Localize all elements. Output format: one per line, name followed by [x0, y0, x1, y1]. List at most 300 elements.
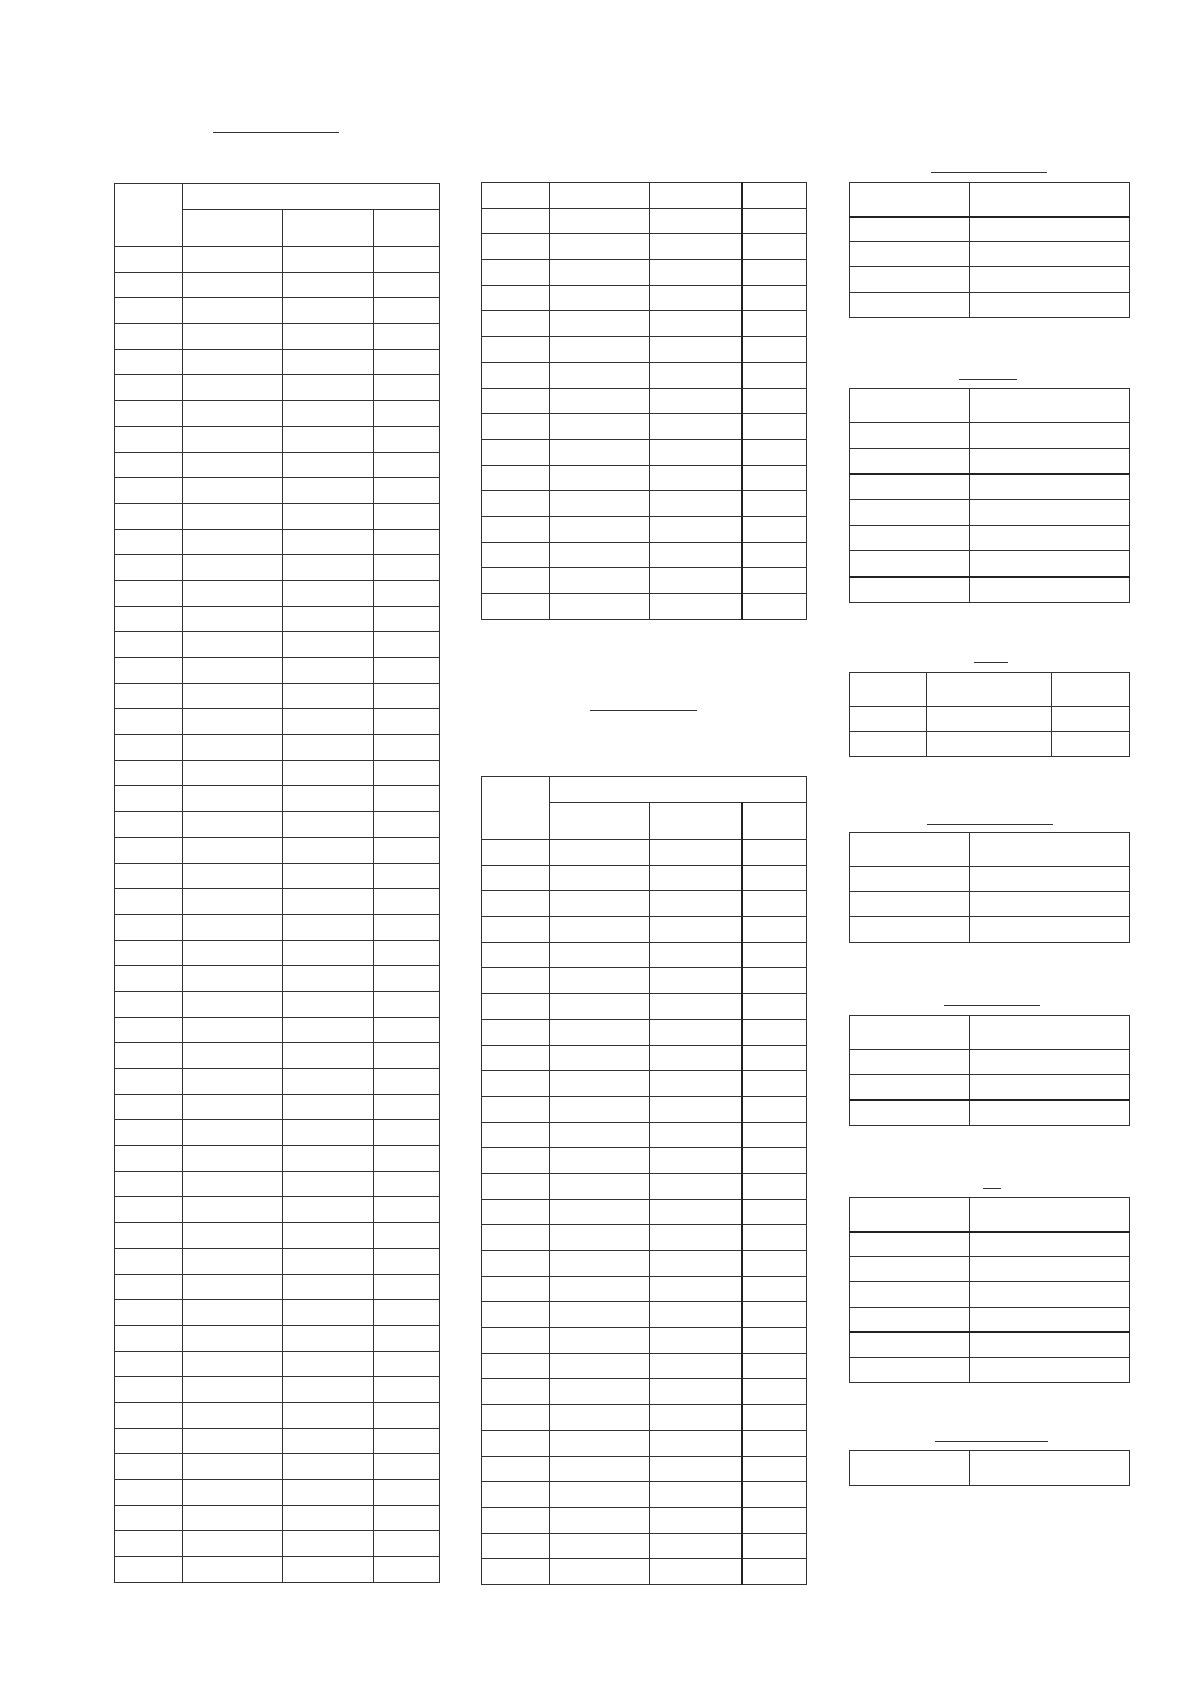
- table-cell: [650, 594, 742, 620]
- table-row: [482, 1148, 807, 1174]
- table-row: [115, 1377, 440, 1403]
- table-cell: [183, 940, 283, 966]
- table-cell: [283, 1428, 374, 1454]
- table-cell: [115, 1428, 183, 1454]
- table-cell: [374, 1146, 440, 1172]
- table-cell: [742, 208, 807, 234]
- table-cell: [374, 247, 440, 273]
- table-row: [482, 1122, 807, 1148]
- table-cell: [550, 1353, 650, 1379]
- table-row: [115, 503, 440, 529]
- table-row: [850, 1232, 1130, 1257]
- table-cell: [283, 1069, 374, 1095]
- table-cell: [115, 760, 183, 786]
- table-cell: [183, 1043, 283, 1069]
- table-row: [482, 1353, 807, 1379]
- table-cell: [374, 580, 440, 606]
- table-row: [482, 865, 807, 891]
- table-cell: [742, 337, 807, 363]
- table-row: [482, 1302, 807, 1328]
- table-cell: [650, 1148, 742, 1174]
- table-cell: [183, 298, 283, 324]
- table-row: [850, 673, 1130, 707]
- table-cell: [742, 568, 807, 594]
- table-cell: [550, 465, 650, 491]
- table-cell: [183, 889, 283, 915]
- table-cell: [183, 837, 283, 863]
- table-cell: [550, 285, 650, 311]
- table-cell: [374, 1428, 440, 1454]
- table-cell: [183, 349, 283, 375]
- table-cell: [850, 1257, 970, 1282]
- table-cell: [183, 914, 283, 940]
- table-cell: [742, 465, 807, 491]
- table-row: [115, 1171, 440, 1197]
- table-cell: [970, 1332, 1130, 1357]
- table-cell: [115, 735, 183, 761]
- table-row: [482, 1482, 807, 1508]
- table-row: [482, 1276, 807, 1302]
- table-cell: [482, 311, 550, 337]
- table-cell: [742, 183, 807, 209]
- table-row: [850, 867, 1130, 892]
- table-row: [482, 439, 807, 465]
- table-cell: [650, 1173, 742, 1199]
- table-cell: [283, 1120, 374, 1146]
- table-row: [482, 917, 807, 943]
- table-cell: [650, 337, 742, 363]
- table-cell: [482, 208, 550, 234]
- table-row: [115, 632, 440, 658]
- table-cell: [183, 735, 283, 761]
- table-cell: [374, 760, 440, 786]
- table-cell: [742, 260, 807, 286]
- table-row: [850, 474, 1130, 500]
- table-cell: [374, 529, 440, 555]
- table-cell: [850, 707, 927, 732]
- table-row: [482, 1071, 807, 1097]
- table-row: [115, 1480, 440, 1506]
- table-cell: [742, 1405, 807, 1431]
- table-row: [482, 516, 807, 542]
- table-cell: [970, 892, 1130, 917]
- table-cell: [550, 1173, 650, 1199]
- table-cell: [283, 966, 374, 992]
- table-cell: [115, 1069, 183, 1095]
- table-cell: [374, 991, 440, 1017]
- table-cell: [742, 362, 807, 388]
- table-cell: [850, 525, 970, 551]
- table-cell: [283, 1146, 374, 1172]
- table-cell: [183, 1428, 283, 1454]
- table-cell: [283, 1094, 374, 1120]
- table-cell: [742, 1328, 807, 1354]
- table-cell: [374, 863, 440, 889]
- table-cell: [550, 568, 650, 594]
- table-cell: [742, 917, 807, 943]
- table-cell: [115, 529, 183, 555]
- table-cell: [374, 1120, 440, 1146]
- table-cell: [183, 1377, 283, 1403]
- table-cell: [183, 555, 283, 581]
- table-cell: [115, 863, 183, 889]
- table-cell: [374, 812, 440, 838]
- table-cell: [374, 683, 440, 709]
- table-cell: [374, 555, 440, 581]
- table-row: [850, 1198, 1130, 1232]
- middle-top-table-body: [482, 183, 807, 620]
- table-cell: [742, 1302, 807, 1328]
- table-cell: [650, 1251, 742, 1277]
- table-cell: [550, 234, 650, 260]
- table-cell: [183, 991, 283, 1017]
- table-cell: [374, 914, 440, 940]
- table-row: [482, 1379, 807, 1405]
- table-row: [115, 837, 440, 863]
- table-cell: [283, 1351, 374, 1377]
- table-row: [115, 1557, 440, 1583]
- table-row: [482, 1456, 807, 1482]
- table-cell: [650, 1276, 742, 1302]
- table-cell: [183, 1017, 283, 1043]
- table-cell: [115, 401, 183, 427]
- table-cell: [970, 917, 1130, 942]
- table-cell: [742, 388, 807, 414]
- table-cell: [970, 525, 1130, 551]
- table-cell: [183, 709, 283, 735]
- table-cell: [650, 1559, 742, 1585]
- table-row: [115, 914, 440, 940]
- table-cell: [374, 324, 440, 350]
- table-cell: [550, 311, 650, 337]
- table-row: [850, 448, 1130, 474]
- table-row: [115, 863, 440, 889]
- table-cell: [650, 1122, 742, 1148]
- table-cell: [374, 478, 440, 504]
- table-cell: [742, 1379, 807, 1405]
- table-row: [115, 1351, 440, 1377]
- table-cell: [550, 1302, 650, 1328]
- table-cell: [283, 1223, 374, 1249]
- left-section-title-rule: [213, 132, 339, 133]
- table-cell: [550, 1533, 650, 1559]
- table-row: [482, 465, 807, 491]
- table-cell: [374, 1505, 440, 1531]
- table-cell: [550, 1559, 650, 1585]
- table-cell: [115, 247, 183, 273]
- table-cell: [482, 1507, 550, 1533]
- table-row: [482, 183, 807, 209]
- table-cell: [283, 1300, 374, 1326]
- table-cell: [850, 577, 970, 603]
- table-cell: [850, 1332, 970, 1357]
- table-cell: [115, 1197, 183, 1223]
- table-cell: [283, 991, 374, 1017]
- table-cell: [183, 529, 283, 555]
- table-cell: [115, 812, 183, 838]
- table-cell: [550, 891, 650, 917]
- table-cell: [650, 183, 742, 209]
- table-cell: [183, 1274, 283, 1300]
- table-cell: [115, 1505, 183, 1531]
- table-cell: [482, 1122, 550, 1148]
- table-cell: [550, 542, 650, 568]
- table-cell: [374, 658, 440, 684]
- right-small-table: [849, 672, 1130, 757]
- table-cell: [850, 1357, 970, 1382]
- table-cell: [650, 1405, 742, 1431]
- table-cell: [970, 1282, 1130, 1307]
- table-cell: [115, 375, 183, 401]
- table-cell: [482, 414, 550, 440]
- table-cell: [650, 388, 742, 414]
- table-cell: [850, 292, 970, 317]
- table-cell: [482, 1251, 550, 1277]
- table-row: [115, 1069, 440, 1095]
- table-row: [482, 491, 807, 517]
- table-cell: [374, 1454, 440, 1480]
- table-cell: [970, 1100, 1130, 1125]
- middle-bottom-table: [481, 776, 807, 1585]
- right-small-table: [849, 832, 1130, 943]
- table-cell: [482, 439, 550, 465]
- table-cell: [283, 889, 374, 915]
- table-cell: [550, 183, 650, 209]
- table-row: [482, 1405, 807, 1431]
- table-cell: [283, 1531, 374, 1557]
- table-cell: [482, 1096, 550, 1122]
- sub-header-cell: [283, 210, 374, 247]
- table-cell: [374, 1480, 440, 1506]
- table-cell: [183, 1171, 283, 1197]
- table-cell: [650, 465, 742, 491]
- table-cell: [1052, 732, 1130, 757]
- table-row: [115, 1402, 440, 1428]
- table-cell: [115, 1402, 183, 1428]
- table-cell: [650, 362, 742, 388]
- table-cell: [850, 1307, 970, 1332]
- table-cell: [283, 580, 374, 606]
- table-row: [115, 375, 440, 401]
- table-cell: [550, 1071, 650, 1097]
- table-cell: [970, 1257, 1130, 1282]
- table-cell: [183, 786, 283, 812]
- table-cell: [550, 1096, 650, 1122]
- table-cell: [742, 542, 807, 568]
- table-cell: [374, 735, 440, 761]
- table-cell: [115, 555, 183, 581]
- table-cell: [283, 1480, 374, 1506]
- table-row: [115, 940, 440, 966]
- table-cell: [115, 1454, 183, 1480]
- table-cell: [374, 298, 440, 324]
- table-cell: [283, 837, 374, 863]
- table-cell: [927, 673, 1052, 707]
- table-cell: [183, 1351, 283, 1377]
- table-cell: [1052, 673, 1130, 707]
- table-cell: [550, 1379, 650, 1405]
- table-cell: [115, 683, 183, 709]
- table-row: [115, 324, 440, 350]
- table-cell: [550, 840, 650, 866]
- table-cell: [850, 267, 970, 292]
- table-row: [482, 994, 807, 1020]
- table-row: [115, 735, 440, 761]
- table-cell: [650, 1533, 742, 1559]
- table-cell: [742, 1353, 807, 1379]
- table-cell: [742, 1148, 807, 1174]
- table-cell: [482, 1045, 550, 1071]
- table-cell: [482, 1173, 550, 1199]
- table-row: [482, 1199, 807, 1225]
- table-cell: [742, 1482, 807, 1508]
- table-cell: [482, 388, 550, 414]
- table-cell: [650, 439, 742, 465]
- table-cell: [970, 1016, 1130, 1050]
- table-cell: [850, 892, 970, 917]
- table-cell: [183, 1505, 283, 1531]
- table-cell: [115, 1171, 183, 1197]
- table-cell: [742, 994, 807, 1020]
- table-cell: [115, 837, 183, 863]
- table-row: [482, 337, 807, 363]
- table-cell: [283, 1274, 374, 1300]
- table-row: [115, 1248, 440, 1274]
- table-cell: [183, 863, 283, 889]
- table-cell: [482, 1533, 550, 1559]
- table-cell: [374, 1197, 440, 1223]
- table-cell: [970, 389, 1130, 423]
- table-cell: [650, 516, 742, 542]
- table-cell: [970, 1451, 1130, 1486]
- table-cell: [283, 760, 374, 786]
- table-cell: [183, 1197, 283, 1223]
- group-header-cell: [550, 777, 807, 803]
- table-row: [482, 362, 807, 388]
- table-cell: [850, 1232, 970, 1257]
- table-cell: [374, 426, 440, 452]
- table-cell: [115, 349, 183, 375]
- right-table-title-rule: [983, 1188, 1001, 1189]
- table-cell: [482, 337, 550, 363]
- right-table-title-rule: [931, 172, 1047, 173]
- table-cell: [742, 1456, 807, 1482]
- table-cell: [115, 914, 183, 940]
- table-cell: [742, 234, 807, 260]
- table-cell: [650, 1302, 742, 1328]
- table-row: [482, 1225, 807, 1251]
- table-cell: [742, 1173, 807, 1199]
- table-row: [115, 1300, 440, 1326]
- table-cell: [115, 1351, 183, 1377]
- table-row: [115, 1197, 440, 1223]
- table-cell: [550, 260, 650, 286]
- table-cell: [482, 1456, 550, 1482]
- table-cell: [115, 1223, 183, 1249]
- table-cell: [482, 968, 550, 994]
- table-cell: [115, 478, 183, 504]
- table-cell: [283, 735, 374, 761]
- table-cell: [374, 401, 440, 427]
- table-cell: [550, 1456, 650, 1482]
- table-cell: [970, 448, 1130, 474]
- table-cell: [283, 298, 374, 324]
- table-cell: [550, 1199, 650, 1225]
- table-row: [850, 389, 1130, 423]
- table-cell: [115, 1377, 183, 1403]
- table-cell: [374, 837, 440, 863]
- table-cell: [374, 1300, 440, 1326]
- table-cell: [550, 1507, 650, 1533]
- table-row: [115, 1325, 440, 1351]
- table-row: [115, 1454, 440, 1480]
- table-row: [115, 247, 440, 273]
- table-cell: [374, 1171, 440, 1197]
- table-row: [115, 889, 440, 915]
- table-row: [850, 423, 1130, 449]
- table-cell: [650, 1456, 742, 1482]
- table-cell: [850, 1100, 970, 1125]
- table-cell: [283, 1197, 374, 1223]
- table-cell: [183, 580, 283, 606]
- table-cell: [650, 1328, 742, 1354]
- table-cell: [115, 272, 183, 298]
- right-table-title-rule: [959, 379, 1017, 380]
- table-cell: [374, 786, 440, 812]
- table-cell: [183, 760, 283, 786]
- table-cell: [742, 414, 807, 440]
- table-cell: [115, 1274, 183, 1300]
- table-cell: [650, 917, 742, 943]
- right-small-table: [849, 388, 1130, 603]
- table-row: [115, 1094, 440, 1120]
- table-cell: [550, 1482, 650, 1508]
- table-row: [482, 594, 807, 620]
- middle-bottom-table-body: [482, 840, 807, 1585]
- table-row: [850, 500, 1130, 526]
- table-cell: [970, 1232, 1130, 1257]
- table-cell: [283, 683, 374, 709]
- table-row: [115, 760, 440, 786]
- table-cell: [482, 1019, 550, 1045]
- table-row: [850, 833, 1130, 867]
- table-cell: [650, 1071, 742, 1097]
- table-cell: [183, 1300, 283, 1326]
- table-cell: [374, 1325, 440, 1351]
- table-cell: [650, 311, 742, 337]
- table-cell: [482, 1276, 550, 1302]
- table-cell: [482, 234, 550, 260]
- table-cell: [283, 555, 374, 581]
- table-cell: [550, 414, 650, 440]
- table-cell: [482, 285, 550, 311]
- table-row: [850, 707, 1130, 732]
- table-cell: [970, 500, 1130, 526]
- table-cell: [283, 375, 374, 401]
- table-cell: [650, 942, 742, 968]
- table-cell: [927, 707, 1052, 732]
- table-cell: [115, 940, 183, 966]
- table-cell: [650, 840, 742, 866]
- table-row: [115, 401, 440, 427]
- table-cell: [850, 673, 927, 707]
- table-cell: [742, 1071, 807, 1097]
- table-cell: [550, 594, 650, 620]
- table-cell: [550, 1122, 650, 1148]
- table-cell: [850, 389, 970, 423]
- table-cell: [183, 375, 283, 401]
- table-row: [850, 577, 1130, 603]
